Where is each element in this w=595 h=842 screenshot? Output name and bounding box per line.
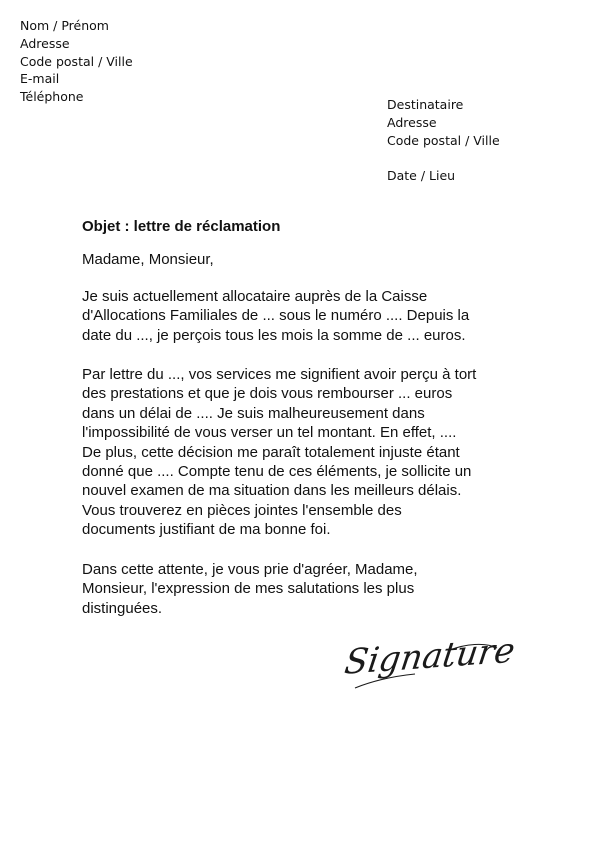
paragraph-2 (82, 365, 522, 540)
sender-address: Adresse (20, 35, 70, 51)
recipient-name: Destinataire (387, 97, 464, 112)
recipient-address: Adresse (387, 114, 437, 130)
paragraph-1 (82, 287, 522, 345)
paragraph-line: De plus, cette décision me paraît totalement injuste étant (82, 443, 460, 461)
paragraph-line: nouvel examen de ma situation dans les meilleurs délais. (82, 482, 462, 500)
recipient-block (387, 96, 500, 185)
paragraph-line: des prestations et que je dois vous rembourser ... euros (82, 385, 453, 403)
sender-block (20, 17, 133, 106)
paragraph-line: documents justifiant de ma bonne foi. (82, 521, 331, 539)
letter-salutation: Madame, Monsieur, (82, 251, 214, 269)
paragraph-line: dans un délai de .... Je suis malheureusement dans (82, 404, 425, 422)
sender-name: Nom / Prénom (20, 18, 109, 33)
sender-email: E-mail (20, 71, 60, 87)
paragraph-line: distinguées. (82, 599, 163, 617)
paragraph-line: Je suis actuellement allocataire auprès de la Caisse (82, 287, 428, 305)
paragraph-line: date du ..., je perçois tous les mois la somme de ... euros. (82, 326, 466, 344)
paragraph-3 (82, 560, 522, 618)
sender-postal-city: Code postal / Ville (20, 53, 133, 69)
recipient-postal-city: Code postal / Ville (387, 132, 500, 148)
paragraph-line: d'Allocations Familiales de ... sous le numéro .... Depuis la (82, 307, 470, 325)
paragraph-line: Vous trouverez en pièces jointes l'ensemble des (82, 501, 402, 519)
paragraph-line: Par lettre du ..., vos services me signifient avoir perçu à tort (82, 366, 477, 384)
paragraph-line: donné que .... Compte tenu de ces éléments, je sollicite un (82, 463, 472, 481)
signature-drawing (342, 630, 518, 700)
paragraph-line: Monsieur, l'expression de mes salutations les plus (82, 580, 415, 598)
signature-text: Signature (342, 630, 518, 683)
sender-phone: Téléphone (20, 89, 84, 105)
handwritten-signature (342, 630, 518, 700)
letter-body (82, 217, 522, 638)
letter-subject: Objet : lettre de réclamation (82, 218, 281, 235)
paragraph-line: Dans cette attente, je vous prie d'agréer, Madame, (82, 560, 418, 578)
paragraph-line: l'impossibilité de vous verser un tel montant. En effet, .... (82, 424, 457, 442)
date-place: Date / Lieu (387, 168, 456, 184)
